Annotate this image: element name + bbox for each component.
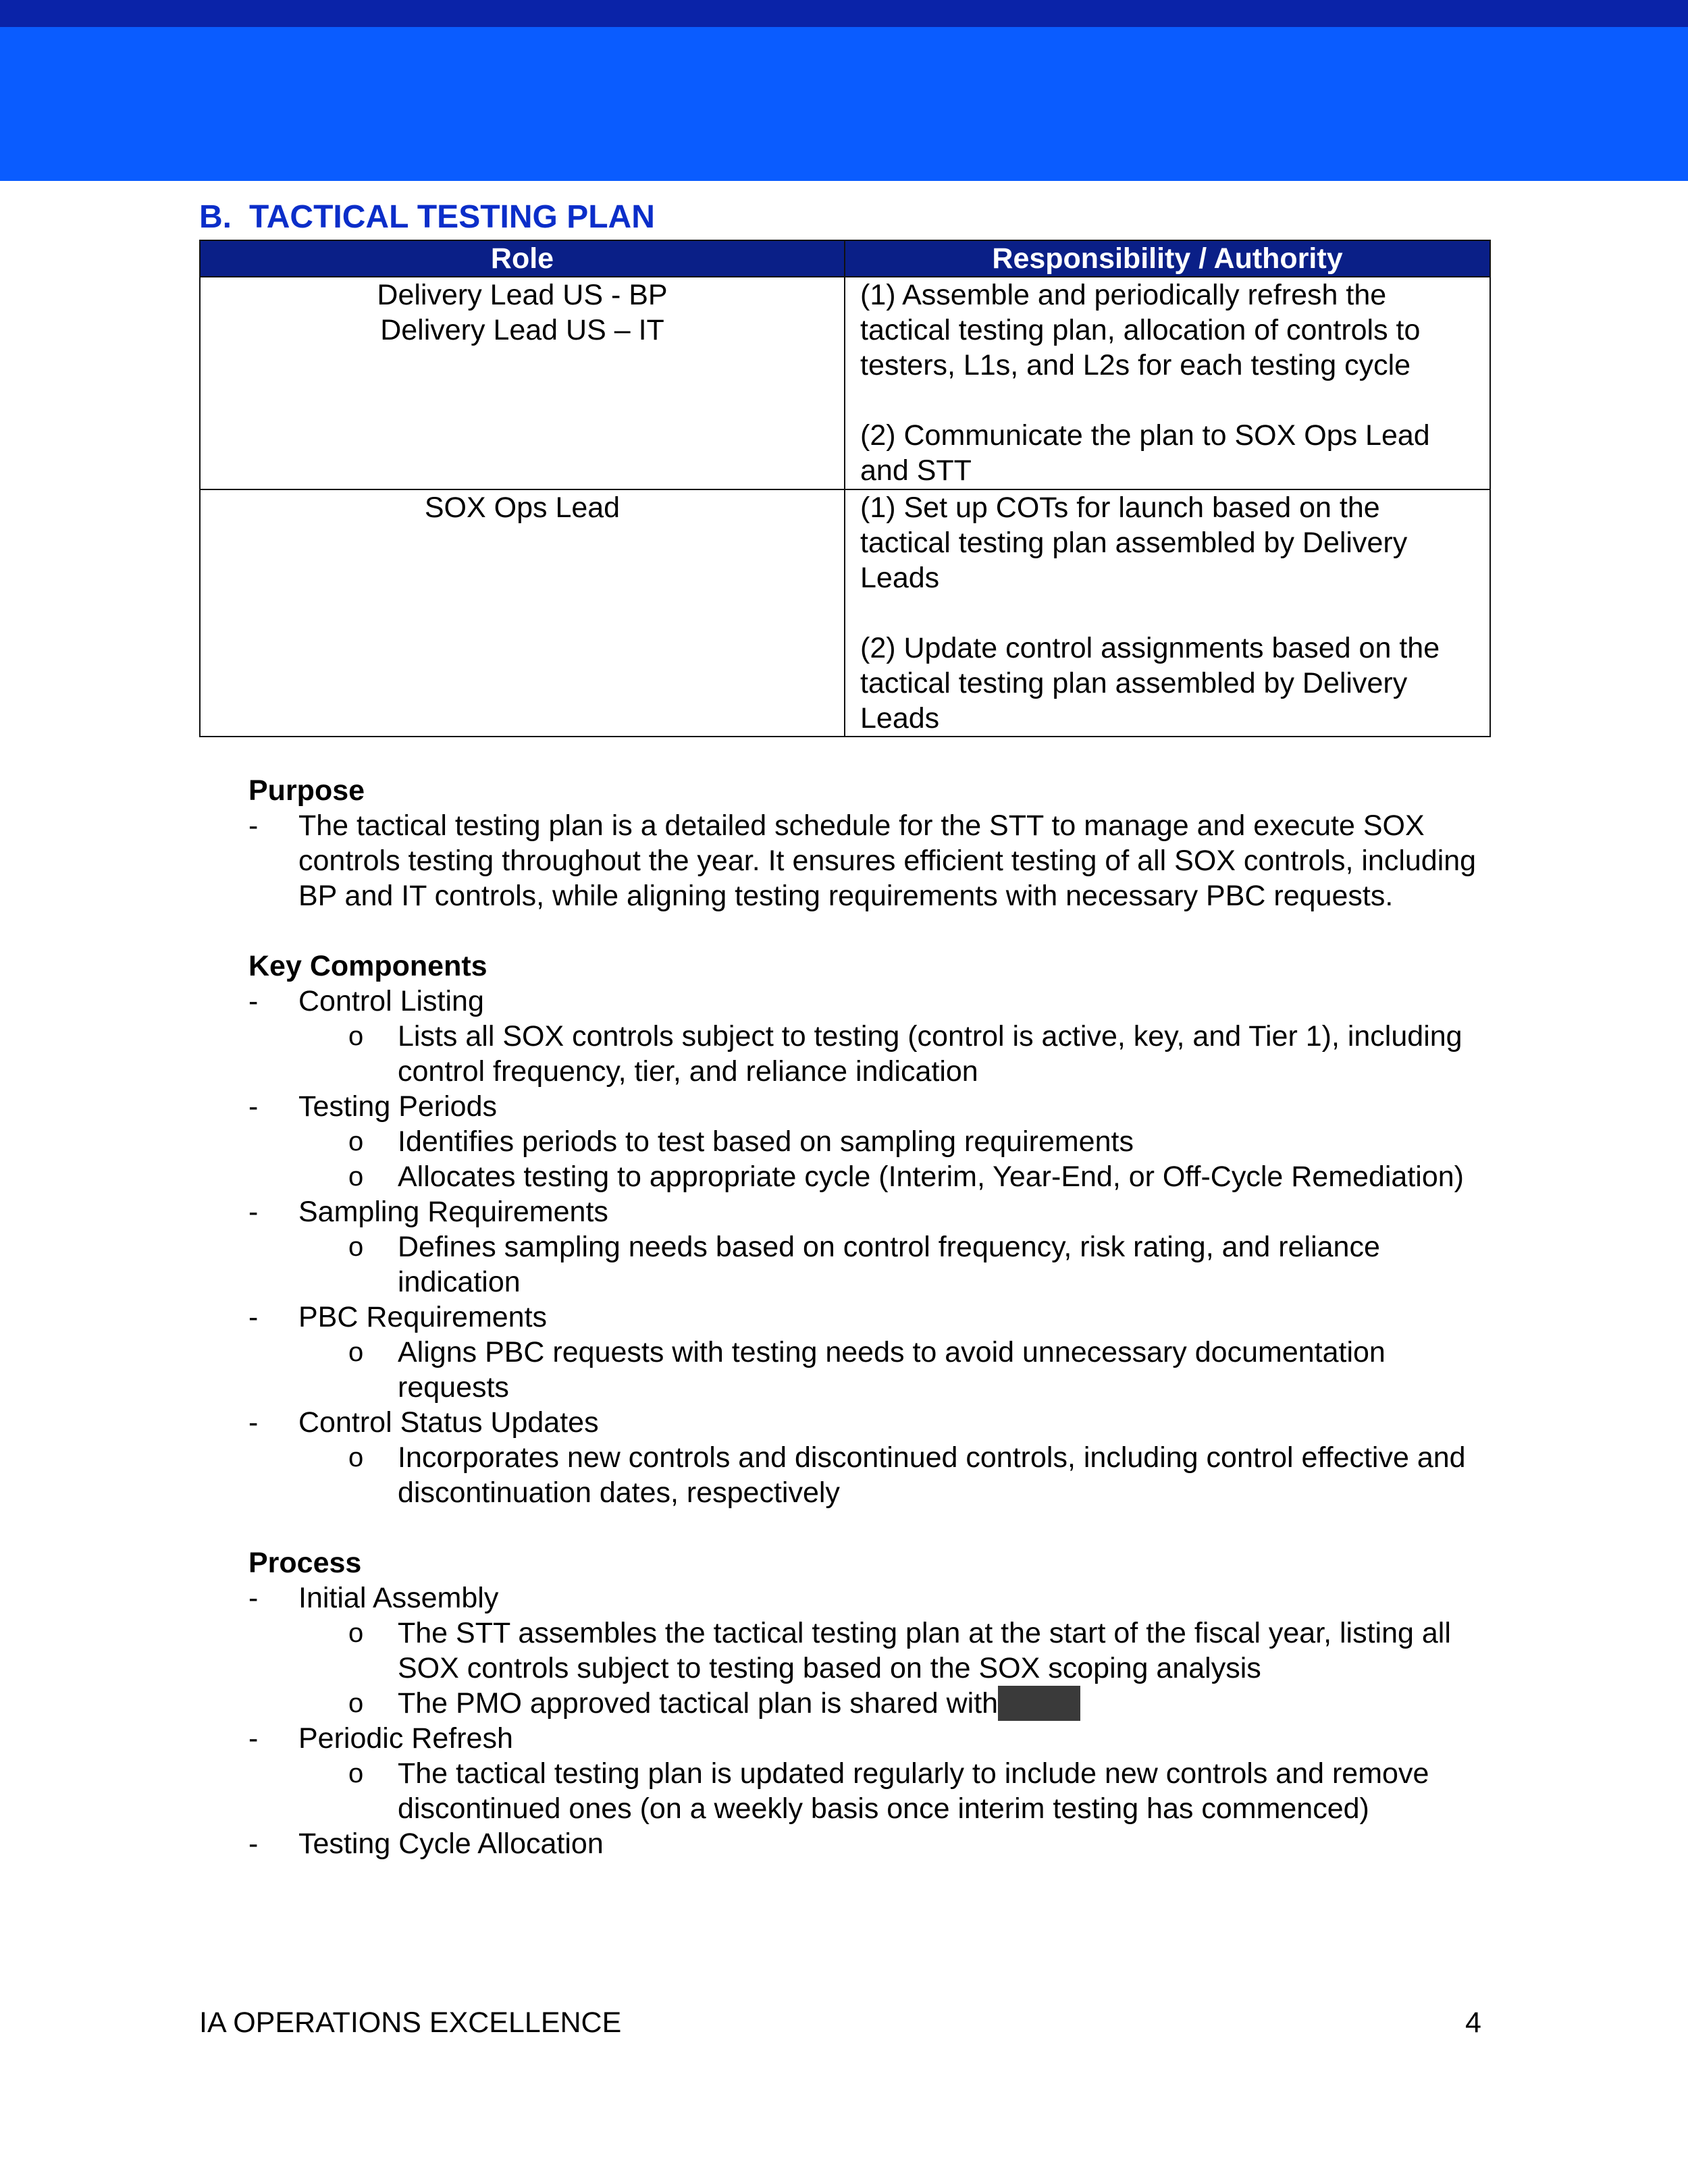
sub-list-item: [248, 1440, 1491, 1510]
sub-item-text: The tactical testing plan is updated regularly to include new controls and remove discontinued ones (on a weekly basis once interim testing has commenced): [398, 1757, 1429, 1825]
process-heading: Process: [248, 1547, 362, 1579]
sub-item-text: The STT assembles the tactical testing plan at the start of the fiscal year, listing all SOX controls subject to testing based on the SOX scoping analysis: [398, 1617, 1451, 1684]
bullet-marker: o: [348, 1162, 364, 1192]
page-number: 4: [1465, 2006, 1481, 2039]
sub-item-text: The PMO approved tactical plan is shared with: [398, 1687, 999, 1720]
bullet-marker: o: [348, 1337, 364, 1367]
dash-marker: -: [248, 1406, 259, 1439]
list-item: [248, 1405, 1491, 1440]
bullet-marker: o: [348, 1759, 364, 1788]
sub-item-text: Incorporates new controls and discontinued controls, including control effective and discontinuation dates, respectively: [398, 1441, 1466, 1509]
responsibility-text: (1) Assemble and periodically refresh the tactical testing plan, allocation of controls to testers, L1s, and L2s for each testing cycle: [860, 279, 1421, 381]
key-components-heading: Key Components: [248, 950, 487, 982]
dash-marker: -: [248, 1722, 259, 1755]
table-row: [200, 489, 1490, 737]
list-item-label: Periodic Refresh: [298, 1722, 513, 1755]
header-band-dark: [0, 0, 1688, 27]
sub-list-item: [248, 1686, 1491, 1721]
list-item: [248, 1089, 1491, 1124]
sub-list-item: [248, 1124, 1491, 1159]
sub-item-text: Aligns PBC requests with testing needs to avoid unnecessary documentation requests: [398, 1336, 1386, 1404]
role-cell: [200, 489, 845, 737]
sub-item-text: Identifies periods to test based on sampling requirements: [398, 1125, 1134, 1158]
list-item: [248, 1194, 1491, 1229]
dash-marker: -: [248, 1196, 259, 1228]
role-text: Delivery Lead US – IT: [380, 314, 664, 346]
bullet-marker: o: [348, 1443, 364, 1472]
list-item: [248, 1721, 1491, 1756]
list-item-label: Control Listing: [298, 985, 484, 1017]
bullet-marker: o: [348, 1688, 364, 1718]
responsibility-table: [199, 240, 1491, 737]
section-title: [199, 197, 655, 238]
dash-marker: -: [248, 1582, 259, 1614]
list-item-label: Testing Cycle Allocation: [298, 1828, 604, 1860]
section-title-text: TACTICAL TESTING PLAN: [249, 199, 655, 235]
list-item: [248, 808, 1491, 913]
header-responsibility: Responsibility / Authority: [845, 240, 1490, 277]
table-row: [200, 277, 1490, 489]
responsibility-text: (2) Communicate the plan to SOX Ops Lead and STT: [860, 419, 1430, 487]
role-text: Delivery Lead US - BP: [377, 279, 668, 311]
dash-marker: -: [248, 985, 259, 1017]
sub-item-text: Allocates testing to appropriate cycle (Interim, Year-End, or Off-Cycle Remediation): [398, 1161, 1464, 1193]
bullet-marker: o: [348, 1232, 364, 1262]
footer-title: IA OPERATIONS EXCELLENCE: [199, 2006, 622, 2039]
list-item: [248, 1826, 1491, 1861]
sub-list-item: [248, 1019, 1491, 1089]
header-band: [0, 27, 1688, 181]
sub-item-text: Defines sampling needs based on control frequency, risk rating, and reliance indication: [398, 1231, 1380, 1298]
dash-marker: -: [248, 1828, 259, 1860]
responsibility-cell: [845, 277, 1490, 489]
list-item: [248, 1580, 1491, 1616]
list-item: [248, 1300, 1491, 1335]
role-text: SOX Ops Lead: [424, 491, 621, 524]
list-item-label: Control Status Updates: [298, 1406, 599, 1439]
sub-list-item: [248, 1229, 1491, 1300]
sub-list-item: [248, 1335, 1491, 1405]
responsibility-text: (1) Set up COTs for launch based on the tactical testing plan assembled by Delivery Leads: [860, 491, 1408, 594]
responsibility-cell: [845, 489, 1490, 737]
list-item: [248, 984, 1491, 1019]
body-content: [248, 773, 1491, 1861]
table-header-row: [200, 240, 1490, 277]
list-item-label: PBC Requirements: [298, 1301, 548, 1333]
sub-list-item: [248, 1616, 1491, 1686]
list-item-label: Initial Assembly: [298, 1582, 499, 1614]
purpose-text: The tactical testing plan is a detailed schedule for the STT to manage and execute SOX controls testing throughout the year. It ensures efficient testing of all SOX controls, including BP and IT controls, while aligning testing requirements with necessary PBC requests.: [298, 809, 1477, 912]
bullet-marker: o: [348, 1127, 364, 1156]
sub-item-text: Lists all SOX controls subject to testing (control is active, key, and Tier 1), including control frequency, tier, and reliance indication: [398, 1020, 1462, 1088]
list-item-label: Testing Periods: [298, 1090, 497, 1123]
bullet-marker: o: [348, 1021, 364, 1051]
sub-list-item: [248, 1756, 1491, 1826]
dash-marker: -: [248, 1301, 259, 1333]
dash-marker: -: [248, 809, 259, 842]
dash-marker: -: [248, 1090, 259, 1123]
responsibility-text: (2) Update control assignments based on the tactical testing plan assembled by Delivery Leads: [860, 632, 1440, 735]
section-number: B.: [199, 199, 232, 235]
header-role: Role: [200, 240, 845, 277]
purpose-heading: Purpose: [248, 774, 365, 807]
sub-list-item: [248, 1159, 1491, 1194]
bullet-marker: o: [348, 1618, 364, 1648]
redaction-box: [998, 1686, 1080, 1721]
role-cell: [200, 277, 845, 489]
list-item-label: Sampling Requirements: [298, 1196, 608, 1228]
